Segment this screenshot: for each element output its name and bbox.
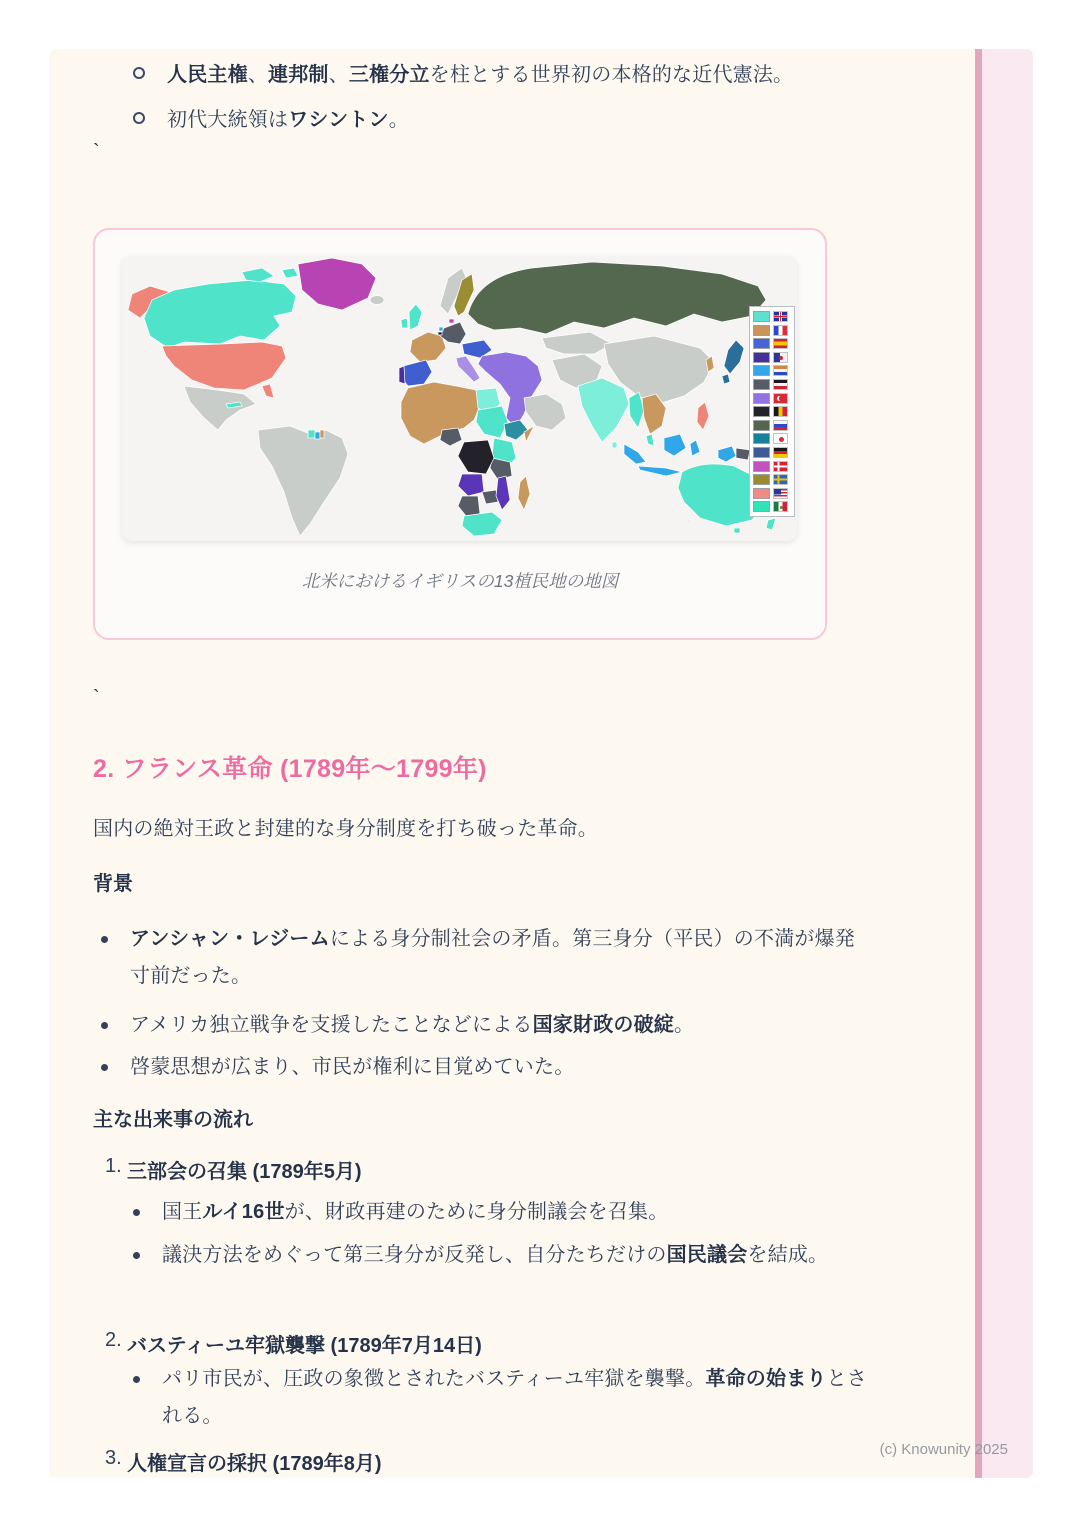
disc-bullet-icon [133, 1252, 140, 1259]
color-swatch [753, 461, 770, 472]
flag-japan-icon [773, 433, 788, 444]
bold-term: ワシントン [288, 109, 389, 131]
flag-portugal-icon [773, 352, 788, 363]
watermark: (c) Knowunity 2025 [879, 1441, 1008, 1458]
list-item-text: 啓蒙思想が広まり、市民が権利に目覚めていた。 [130, 1056, 575, 1078]
legend-row [753, 365, 791, 376]
disc-bullet-icon [133, 1209, 140, 1216]
section-intro: 国内の絶対王政と封建的な身分制度を打ち破った革命。 [93, 818, 598, 840]
bold-term: 国家財政の破綻 [532, 1014, 675, 1036]
flag-united-states-icon [773, 488, 788, 499]
color-swatch [753, 365, 770, 376]
bold-term: ルイ16世 [202, 1201, 285, 1223]
disc-bullet-icon [101, 1022, 108, 1029]
list-item [133, 1361, 868, 1435]
list-item-text: 初代大統領はワシントン。 [167, 109, 409, 131]
event-title: 三部会の召集 (1789年5月) [127, 1161, 362, 1183]
legend-row [753, 311, 791, 322]
flag-russia-icon [773, 420, 788, 431]
map-caption: 北米におけるイギリスの13植民地の地図 [301, 571, 619, 591]
flag-spain-icon [773, 338, 788, 349]
list-item-text: アンシャン・レジームによる身分制社会の矛盾。第三身分（平民）の不満が爆発寸前だった。 [130, 928, 856, 987]
list-item [101, 1049, 868, 1086]
bold-term: 人民主権 [167, 64, 248, 86]
flag-mexico-icon [773, 501, 788, 512]
right-accent-stripe [975, 49, 1033, 1478]
flag-ottoman-empire-icon [773, 393, 788, 404]
list-item [133, 1194, 868, 1231]
circle-bullet-icon [133, 67, 145, 79]
world-map-svg [122, 256, 797, 541]
flag-sweden-icon [773, 474, 788, 485]
stray-backtick: ` [93, 687, 100, 709]
event-item [105, 1155, 362, 1184]
legend-row [753, 474, 791, 485]
event-number: 1. [105, 1155, 122, 1177]
color-swatch [753, 352, 770, 363]
bold-term: アンシャン・レジーム [130, 928, 330, 950]
disc-bullet-icon [101, 936, 108, 943]
legend-row [753, 461, 791, 472]
list-item [133, 102, 907, 139]
color-swatch [753, 338, 770, 349]
map-figure-card [93, 228, 827, 640]
list-item-text: パリ市民が、圧政の象徴とされたバスティーユ牢獄を襲撃。革命の始まりとされる。 [162, 1368, 868, 1427]
list-item-text: 議決方法をめぐって第三身分が反発し、自分たちだけの国民議会を結成。 [162, 1244, 829, 1266]
disc-bullet-icon [133, 1376, 140, 1383]
event-number: 3. [105, 1447, 122, 1469]
event-number: 2. [105, 1329, 122, 1351]
list-item [101, 921, 868, 995]
bold-term: 三権分立 [348, 64, 430, 86]
legend-row [753, 325, 791, 336]
event-item [105, 1329, 482, 1358]
color-swatch [753, 433, 770, 444]
flag-denmark-icon [773, 461, 788, 472]
accent-stripe-edge [975, 49, 982, 1478]
color-swatch [753, 379, 770, 390]
events-label: 主な出来事の流れ [93, 1109, 253, 1131]
legend-row [753, 501, 791, 512]
flag-germany-icon [773, 447, 788, 458]
legend-row [753, 338, 791, 349]
event-title: 人権宣言の採択 (1789年8月) [127, 1453, 382, 1475]
legend-row [753, 379, 791, 390]
color-swatch [753, 311, 770, 322]
flag-german-empire-icon [773, 379, 788, 390]
world-map-image [122, 256, 797, 541]
flag-france-icon [773, 325, 788, 336]
legend-row [753, 352, 791, 363]
color-swatch [753, 501, 770, 512]
list-item-text: アメリカ独立戦争を支援したことなどによる国家財政の破綻。 [130, 1014, 695, 1036]
list-item [133, 57, 907, 94]
bold-term: 革命の始まり [705, 1368, 827, 1390]
bold-term: 連邦制 [268, 64, 329, 86]
color-swatch [753, 447, 770, 458]
note-page [49, 49, 1033, 1478]
event-title: バスティーユ牢獄襲撃 (1789年7月14日) [127, 1335, 482, 1357]
background-label: 背景 [93, 873, 133, 895]
flag-united-kingdom-icon [773, 311, 788, 322]
flag-belgium-icon [773, 406, 788, 417]
legend-row [753, 447, 791, 458]
color-swatch [753, 474, 770, 485]
legend-row [753, 433, 791, 444]
legend-row [753, 406, 791, 417]
list-item [101, 1007, 868, 1044]
event-item [105, 1447, 382, 1476]
list-item [133, 1237, 868, 1274]
flag-netherlands-icon [773, 365, 788, 376]
color-swatch [753, 406, 770, 417]
color-swatch [753, 488, 770, 499]
color-swatch [753, 420, 770, 431]
color-swatch [753, 393, 770, 404]
list-item-text: 国王ルイ16世が、財政再建のために身分制議会を召集。 [162, 1201, 669, 1223]
legend-row [753, 488, 791, 499]
circle-bullet-icon [133, 112, 145, 124]
legend-row [753, 393, 791, 404]
stray-backtick: ` [93, 141, 100, 163]
list-item-text: 人民主権、連邦制、三権分立を柱とする世界初の本格的な近代憲法。 [167, 64, 794, 86]
section-heading: 2. フランス革命 (1789年〜1799年) [93, 755, 487, 783]
legend-row [753, 420, 791, 431]
bold-term: 国民議会 [666, 1244, 748, 1266]
disc-bullet-icon [101, 1064, 108, 1071]
color-swatch [753, 325, 770, 336]
map-legend [749, 306, 795, 517]
